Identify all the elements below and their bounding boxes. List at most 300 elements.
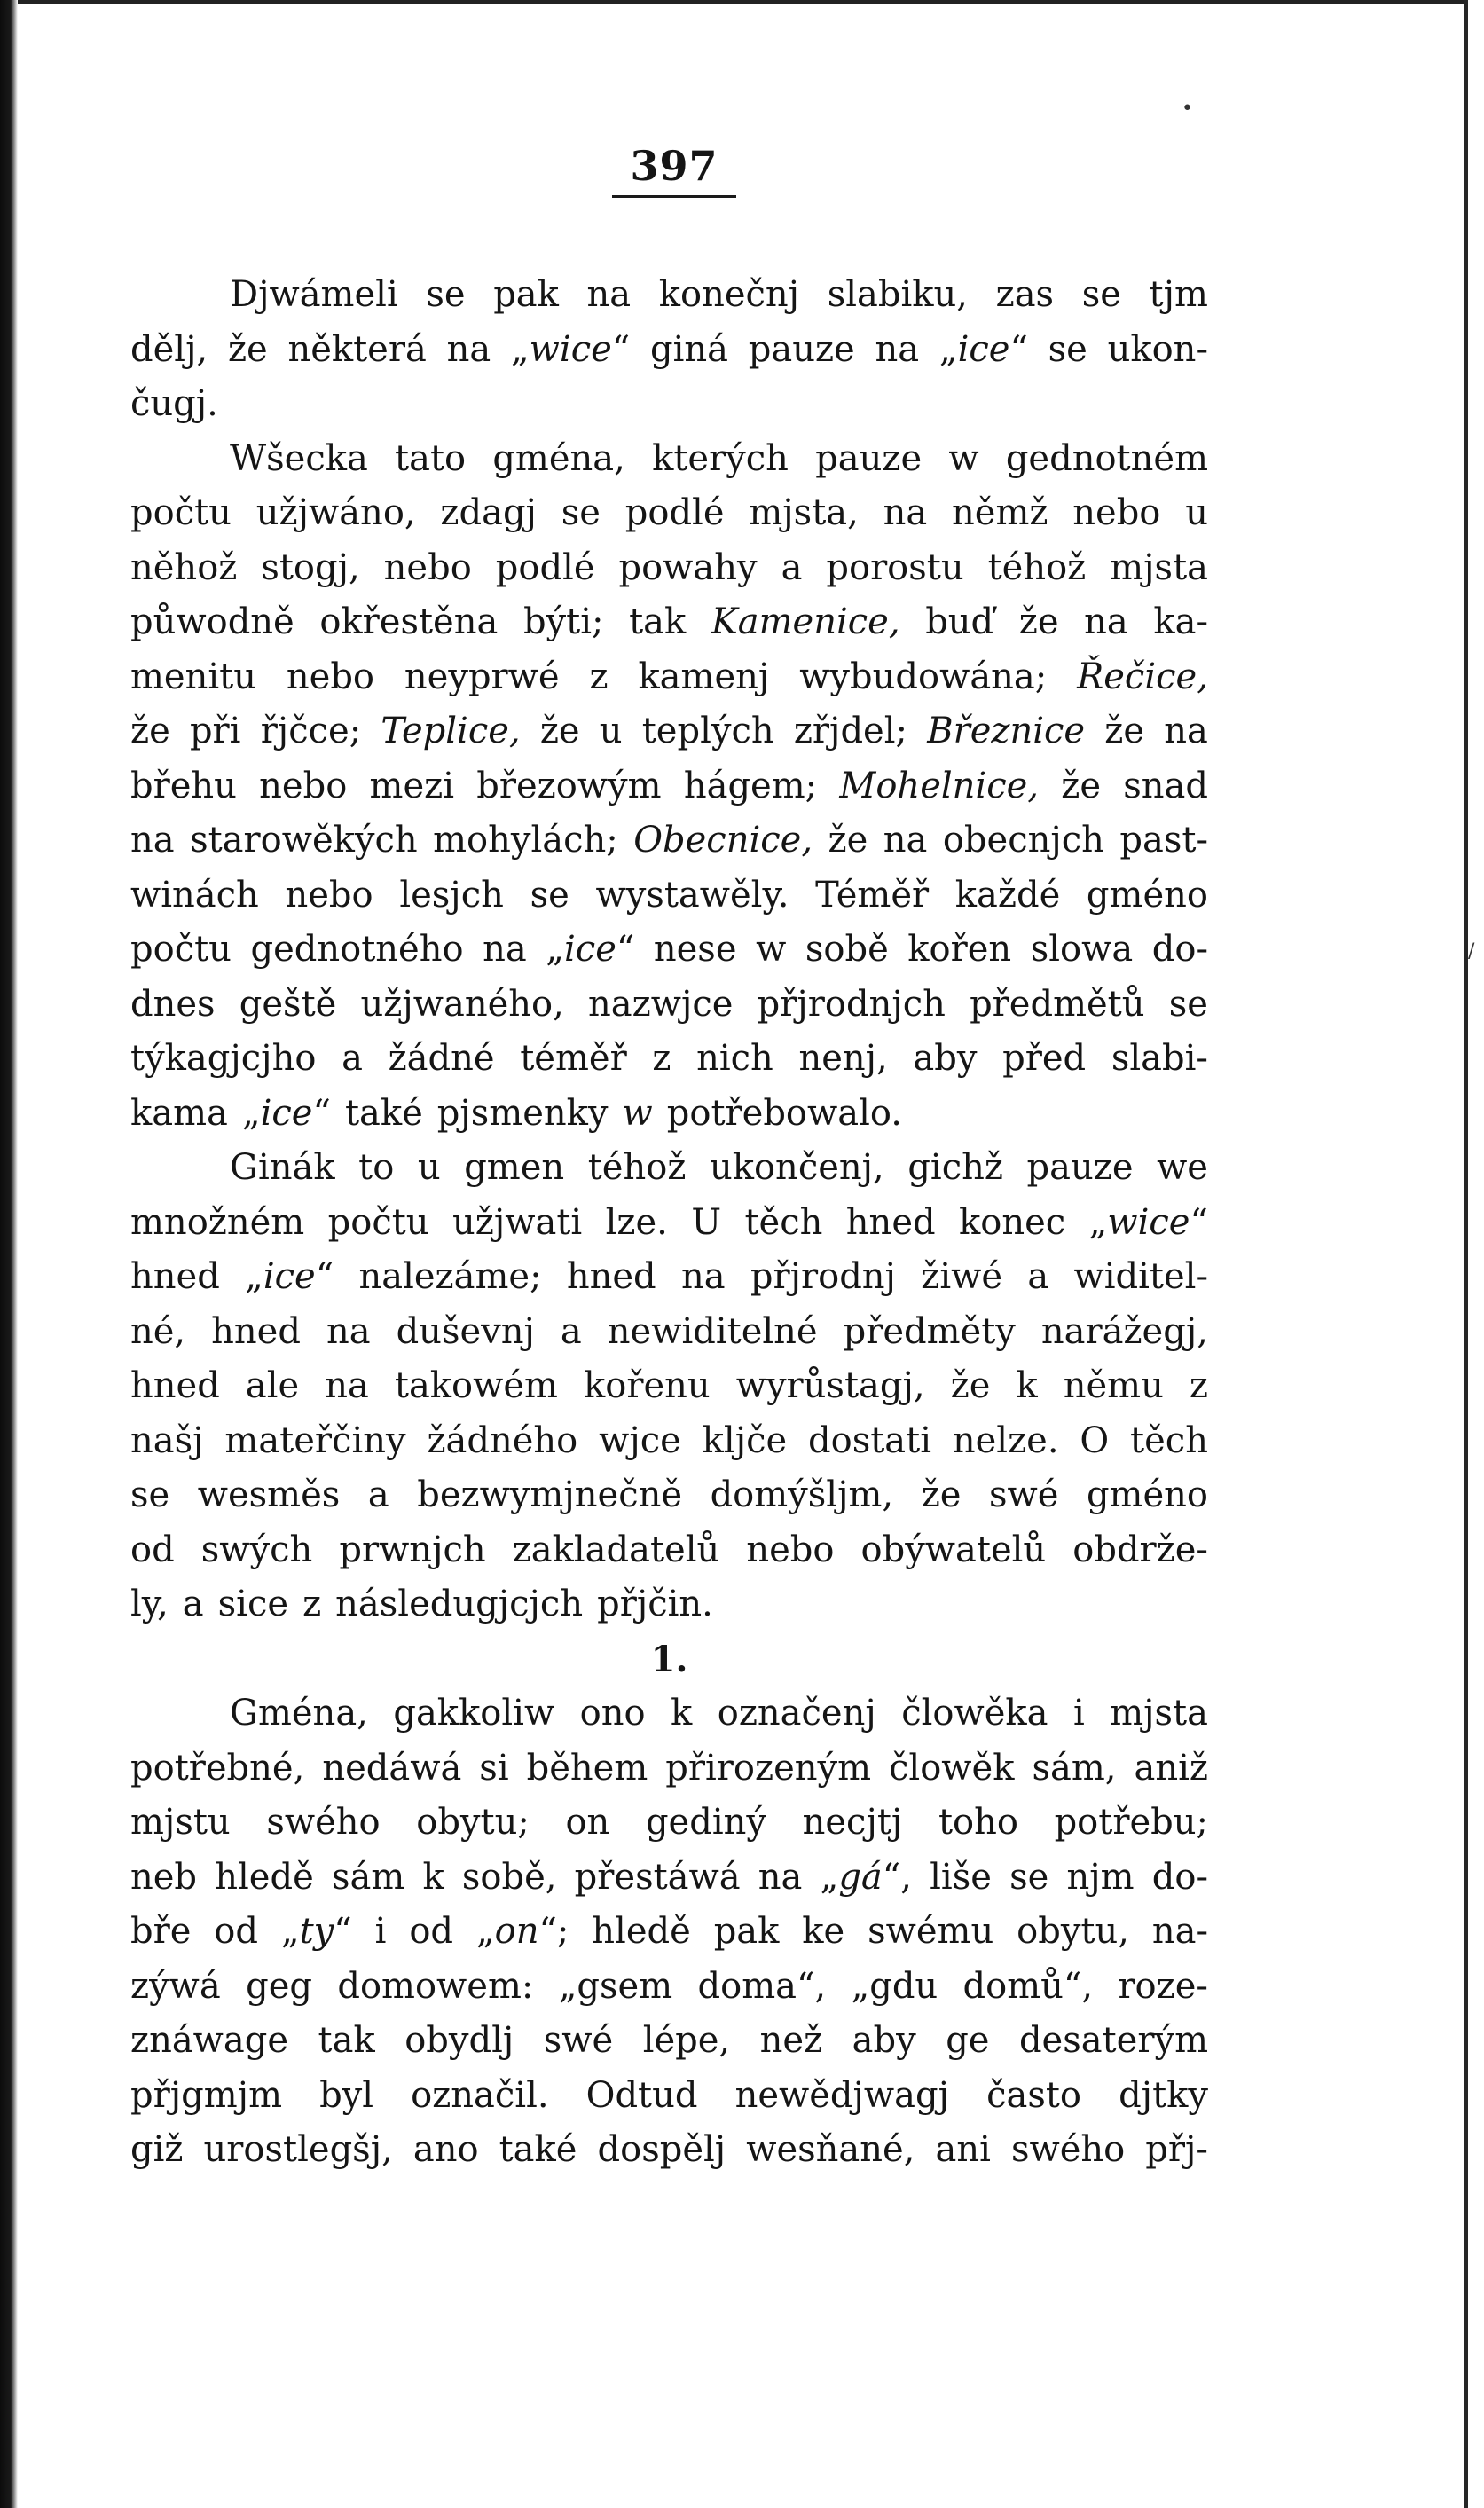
word: často [986, 2074, 1082, 2116]
word: označil. [411, 2074, 549, 2116]
word: pauze [748, 328, 855, 370]
word: že [950, 1365, 991, 1406]
word: potřebowalo. [666, 1092, 902, 1134]
word: wjce [599, 1419, 681, 1461]
word: si [479, 1747, 509, 1789]
word: počtu [130, 929, 232, 970]
text-line [130, 759, 1208, 814]
word: mateřčiny [224, 1419, 406, 1461]
word: Březnice [927, 711, 1086, 751]
word: liše [930, 1856, 992, 1898]
word: se [130, 1474, 170, 1515]
word: němž [952, 492, 1048, 533]
word: hned [845, 1201, 936, 1243]
word: přjčin. [597, 1584, 713, 1624]
word: kljče [702, 1419, 788, 1461]
text-line [130, 2123, 1208, 2178]
word: sice [217, 1584, 289, 1624]
word: na [446, 328, 491, 370]
word: Odtud [585, 2074, 698, 2116]
word: obytu, [1017, 1911, 1129, 1952]
word: newiditelné [607, 1310, 818, 1352]
word: „ice“ [938, 328, 1028, 370]
word: geště [239, 983, 337, 1025]
word: zakladatelů [512, 1529, 720, 1570]
word: člowěka [901, 1693, 1048, 1734]
text-line [130, 268, 1208, 323]
word: buď [925, 601, 994, 642]
word: že [227, 328, 268, 370]
word: mjsta [1110, 1693, 1208, 1734]
word: hned [130, 1365, 220, 1406]
word: ge [946, 2020, 990, 2061]
word: giná [649, 328, 728, 370]
word: i [1072, 1693, 1085, 1734]
word: „gsem [558, 1965, 673, 2007]
word: gméno [1086, 1474, 1208, 1515]
word: teplých [641, 711, 774, 751]
word: do- [1151, 929, 1208, 970]
word: necjtj [802, 1802, 903, 1843]
word: swé [988, 1474, 1059, 1515]
word: ukončenj, [709, 1147, 884, 1188]
word: „wice“ [1088, 1201, 1208, 1243]
word: starowěkých [190, 820, 418, 861]
word: doma“, [697, 1965, 827, 2007]
text-line [130, 1032, 1208, 1087]
word: wyrůstagj, [735, 1365, 925, 1406]
word: na [483, 929, 527, 970]
word: že [539, 711, 580, 751]
word: pjsmenky [436, 1092, 609, 1134]
word: a [367, 1474, 389, 1515]
word: na [680, 1256, 726, 1297]
word: že [921, 1474, 962, 1515]
word: němu [1063, 1365, 1164, 1406]
word: „gdu [851, 1965, 938, 2007]
word: okřestěna [319, 601, 499, 642]
word: bezwymjnečně [417, 1474, 683, 1515]
word: nenj, [798, 1038, 888, 1079]
word: na [325, 1365, 369, 1406]
word: snad [1123, 765, 1208, 806]
word: ale [245, 1365, 300, 1406]
word: přj- [1145, 2129, 1208, 2170]
word: kořen [907, 929, 1012, 970]
word: swému [868, 1911, 994, 1952]
word: přjgmjm [130, 2074, 282, 2116]
word: past- [1119, 820, 1208, 861]
word: gakkoliw [393, 1693, 555, 1734]
text-line [130, 1632, 1208, 1687]
text-line [130, 1796, 1208, 1851]
word: sám, [1032, 1747, 1117, 1789]
word: hágem; [683, 765, 818, 806]
word: že [828, 820, 868, 861]
word: každé [954, 874, 1061, 916]
word: téměř [520, 1038, 627, 1079]
word: prwnjch [339, 1529, 486, 1570]
word: Téměř [815, 874, 930, 916]
text-line [130, 1905, 1208, 1960]
word: žádného [427, 1419, 578, 1461]
word: k [1016, 1365, 1038, 1406]
word: zřjdel; [793, 711, 907, 751]
word: wybudowána; [799, 656, 1048, 697]
word: hned [566, 1256, 656, 1297]
word: obydlj [404, 2020, 514, 2061]
word: zas [995, 274, 1055, 315]
word: nich [696, 1038, 773, 1079]
word: k [422, 1856, 444, 1898]
text-line [130, 541, 1208, 596]
word: předměty [843, 1310, 1016, 1352]
word: také [499, 2129, 577, 2170]
speck-mark: • [1182, 98, 1193, 120]
word: podlé [624, 492, 725, 533]
text-line [130, 978, 1208, 1033]
word: podlé [495, 546, 595, 588]
text-line [130, 1468, 1208, 1523]
body-text [130, 268, 1208, 2178]
word: hledě [215, 1856, 314, 1898]
text-line [130, 1741, 1208, 1796]
word: „ty“ [280, 1911, 352, 1952]
word: widitel- [1073, 1256, 1208, 1297]
word: než [759, 2020, 823, 2061]
book-spine-shadow [0, 0, 18, 2508]
word: gichž [907, 1147, 1003, 1188]
word: se [1048, 328, 1087, 370]
word: O [1080, 1419, 1110, 1461]
word: nebo [285, 874, 373, 916]
word: Obecnice, [633, 820, 813, 861]
word: aby [913, 1038, 978, 1079]
word: menitu [130, 656, 256, 697]
word: přestáwá [574, 1856, 741, 1898]
word: že [1018, 601, 1059, 642]
word: dělj, [130, 328, 208, 370]
text-line [130, 1851, 1208, 1906]
word: roze- [1118, 1965, 1208, 2007]
word: mezi [369, 765, 455, 806]
word: užjwati [452, 1201, 583, 1243]
word: „ice“ [245, 1256, 334, 1297]
word: od [130, 1529, 175, 1570]
word: on [565, 1802, 610, 1843]
word: né, [130, 1310, 186, 1352]
word: že [1104, 711, 1145, 751]
word: některá [287, 328, 427, 370]
text-line [130, 923, 1208, 978]
text-line [130, 1087, 1208, 1142]
word: w [756, 929, 787, 970]
word: u [1185, 492, 1208, 533]
word: ke [802, 1911, 845, 1952]
text-line [130, 2069, 1208, 2124]
word: kterých [652, 437, 789, 479]
word: gméno [1086, 874, 1208, 916]
text-line [130, 1686, 1208, 1741]
word: něhož [130, 546, 238, 588]
word: potřebné, [130, 1747, 305, 1789]
word: před [1002, 1038, 1087, 1079]
word: zdagj [440, 492, 537, 533]
word: tak [318, 2020, 375, 2061]
word: „wice“ [510, 328, 631, 370]
word: Ginák [230, 1147, 335, 1188]
word: bře [130, 1911, 192, 1952]
word: nebo [746, 1529, 835, 1570]
word: hned [130, 1256, 220, 1297]
word: nelze. [952, 1419, 1059, 1461]
word: gména, [492, 437, 625, 479]
word: množném [130, 1201, 305, 1243]
word: počtu [130, 492, 232, 533]
word: na [1164, 711, 1208, 751]
word: se [1009, 1856, 1049, 1898]
word: z [302, 1584, 322, 1624]
text-line [130, 869, 1208, 924]
word: obytu; [416, 1802, 530, 1843]
word: Řečice, [1077, 656, 1208, 697]
word: a [1027, 1256, 1049, 1297]
word: wesměs [197, 1474, 341, 1515]
text-line [130, 1250, 1208, 1305]
word: nebo [1072, 492, 1161, 533]
word: z [589, 656, 609, 697]
word: a [182, 1584, 204, 1624]
word: následugjcjch [335, 1584, 584, 1624]
page-number-header [612, 142, 736, 198]
word: u [599, 711, 623, 751]
word: pauze [815, 437, 923, 479]
word: se [530, 874, 569, 916]
word: „on“; [475, 1911, 569, 1952]
word: swého [266, 1802, 381, 1843]
word: znáwage [130, 2020, 289, 2061]
word: mjsta [1110, 546, 1208, 588]
word: dnes [130, 983, 216, 1025]
word: na [875, 328, 920, 370]
word: ukon- [1107, 328, 1208, 370]
word: gmen [464, 1147, 565, 1188]
word: slabiku, [827, 274, 968, 315]
word: djtky [1119, 2074, 1208, 2116]
word: duševnj [396, 1310, 535, 1352]
word: a [342, 1038, 363, 1079]
word: nebo [383, 546, 472, 588]
word: ano [412, 2129, 479, 2170]
word: aby [852, 2020, 916, 2061]
word: že [1061, 765, 1101, 806]
top-edge-rule [18, 0, 1464, 4]
word: sám [331, 1856, 405, 1898]
text-line [130, 377, 1208, 432]
word: winách [130, 874, 259, 916]
word: nazwjce [588, 983, 734, 1025]
word: se [1081, 274, 1121, 315]
word: na- [1151, 1911, 1208, 1952]
word: domýšljm, [710, 1474, 894, 1515]
word: slowa [1030, 929, 1134, 970]
word: téhož [987, 546, 1087, 588]
word: na [883, 820, 928, 861]
word: k [671, 1693, 693, 1734]
word: tjm [1149, 274, 1208, 315]
word: konec [959, 1201, 1066, 1243]
word: ly, [130, 1584, 169, 1624]
word: Kamenice, [711, 601, 900, 642]
word: w [948, 437, 979, 479]
word: přjrodnjch [757, 983, 946, 1025]
word: toho [938, 1802, 1018, 1843]
word: nebo [286, 656, 375, 697]
word: na [586, 274, 632, 315]
word: lesjch [399, 874, 504, 916]
word: obýwatelů [860, 1529, 1047, 1570]
word: neyprwé [404, 656, 560, 697]
word: nese [653, 929, 737, 970]
word: do- [1151, 1856, 1208, 1898]
word: aniž [1134, 1747, 1208, 1789]
word: kamenj [638, 656, 770, 697]
word: Mohelnice, [839, 765, 1039, 806]
word: na [326, 1310, 371, 1352]
text-line [130, 1577, 1208, 1632]
word: se [561, 492, 601, 533]
text-line [130, 1960, 1208, 2015]
text-line [130, 704, 1208, 759]
word: ka- [1153, 601, 1208, 642]
word: desaterým [1018, 2020, 1208, 2061]
word: njm [1066, 1856, 1135, 1898]
word: konečnj [658, 274, 800, 315]
word: tato [395, 437, 467, 479]
word: během [526, 1747, 648, 1789]
word: mjstu [130, 1802, 231, 1843]
word: z [1189, 1365, 1208, 1406]
text-line [130, 1359, 1208, 1414]
word: lépe, [642, 2020, 731, 2061]
word: přirozeným [665, 1747, 872, 1789]
word: sobě [805, 929, 889, 970]
text-line [130, 1141, 1208, 1196]
word: u [417, 1147, 441, 1188]
page-number: 397 [612, 142, 735, 198]
text-line [130, 650, 1208, 705]
word: přjrodnj [750, 1256, 896, 1297]
word: zýwá [130, 1965, 221, 2007]
word: užjwaného, [360, 983, 564, 1025]
word: půwodně [130, 601, 294, 642]
word: na [883, 492, 928, 533]
word: březowým [476, 765, 662, 806]
word: narážegj, [1040, 1310, 1208, 1352]
word: porostu [826, 546, 964, 588]
word: obecnjch [942, 820, 1104, 861]
word: se [426, 274, 466, 315]
word: pak [713, 1911, 780, 1952]
word: počtu [327, 1201, 429, 1243]
word: že [130, 711, 170, 751]
word: na [1084, 601, 1128, 642]
word: na [758, 1856, 803, 1898]
word: nedáwá [322, 1747, 462, 1789]
word: „ice“ [546, 929, 635, 970]
word: týkagjcjho [130, 1038, 317, 1079]
word: obdrže- [1072, 1529, 1208, 1570]
word: i [374, 1911, 387, 1952]
word: našj [130, 1419, 204, 1461]
word: urostlegšj, [203, 2129, 393, 2170]
word: w [622, 1092, 653, 1134]
word: hledě [592, 1911, 691, 1952]
word: „ice“ [241, 1092, 331, 1134]
word: to [358, 1147, 395, 1188]
text-line [130, 432, 1208, 487]
word: mjsta, [749, 492, 859, 533]
word: ani [935, 2129, 991, 2170]
word: pak [493, 274, 559, 315]
word: giž [130, 2129, 184, 2170]
word: Djwámeli [230, 274, 398, 315]
word: a [560, 1310, 582, 1352]
word: z [652, 1038, 671, 1079]
word: „gá“, [820, 1856, 912, 1898]
word: předmětů [970, 983, 1145, 1025]
text-line [130, 2014, 1208, 2069]
word: mohylách; [433, 820, 618, 861]
word: při [189, 711, 241, 751]
word: neb [130, 1856, 198, 1898]
text-line [130, 595, 1208, 650]
word: nebo [259, 765, 348, 806]
word: od [409, 1911, 453, 1952]
word: tak [629, 601, 687, 642]
word: ono [579, 1693, 646, 1734]
word: od [214, 1911, 258, 1952]
word: powahy [618, 546, 758, 588]
word: U [691, 1201, 722, 1243]
word: také [344, 1092, 423, 1134]
word: býti; [522, 601, 604, 642]
word: téhož [587, 1147, 687, 1188]
word: domowem: [337, 1965, 534, 2007]
word: žádné [388, 1038, 495, 1079]
word: geg [246, 1965, 312, 2007]
word: Teplice, [381, 711, 521, 751]
word: swých [200, 1529, 313, 1570]
word: označenj [717, 1693, 876, 1734]
word: Gména, [230, 1693, 368, 1734]
word: byl [319, 2074, 374, 2116]
word: na [130, 820, 175, 861]
word: břehu [130, 765, 237, 806]
word: takowém [394, 1365, 558, 1406]
word: řjčce; [260, 711, 362, 751]
word: čugj. [130, 383, 218, 424]
word: we [1157, 1147, 1208, 1188]
right-edge-rule [1464, 0, 1468, 2508]
word: sobě, [461, 1856, 557, 1898]
word: Wšecka [230, 437, 368, 479]
word: člowěk [889, 1747, 1015, 1789]
word: kořenu [584, 1365, 711, 1406]
word: těch [1130, 1419, 1208, 1461]
word: těch [744, 1201, 823, 1243]
text-line [130, 1305, 1208, 1360]
